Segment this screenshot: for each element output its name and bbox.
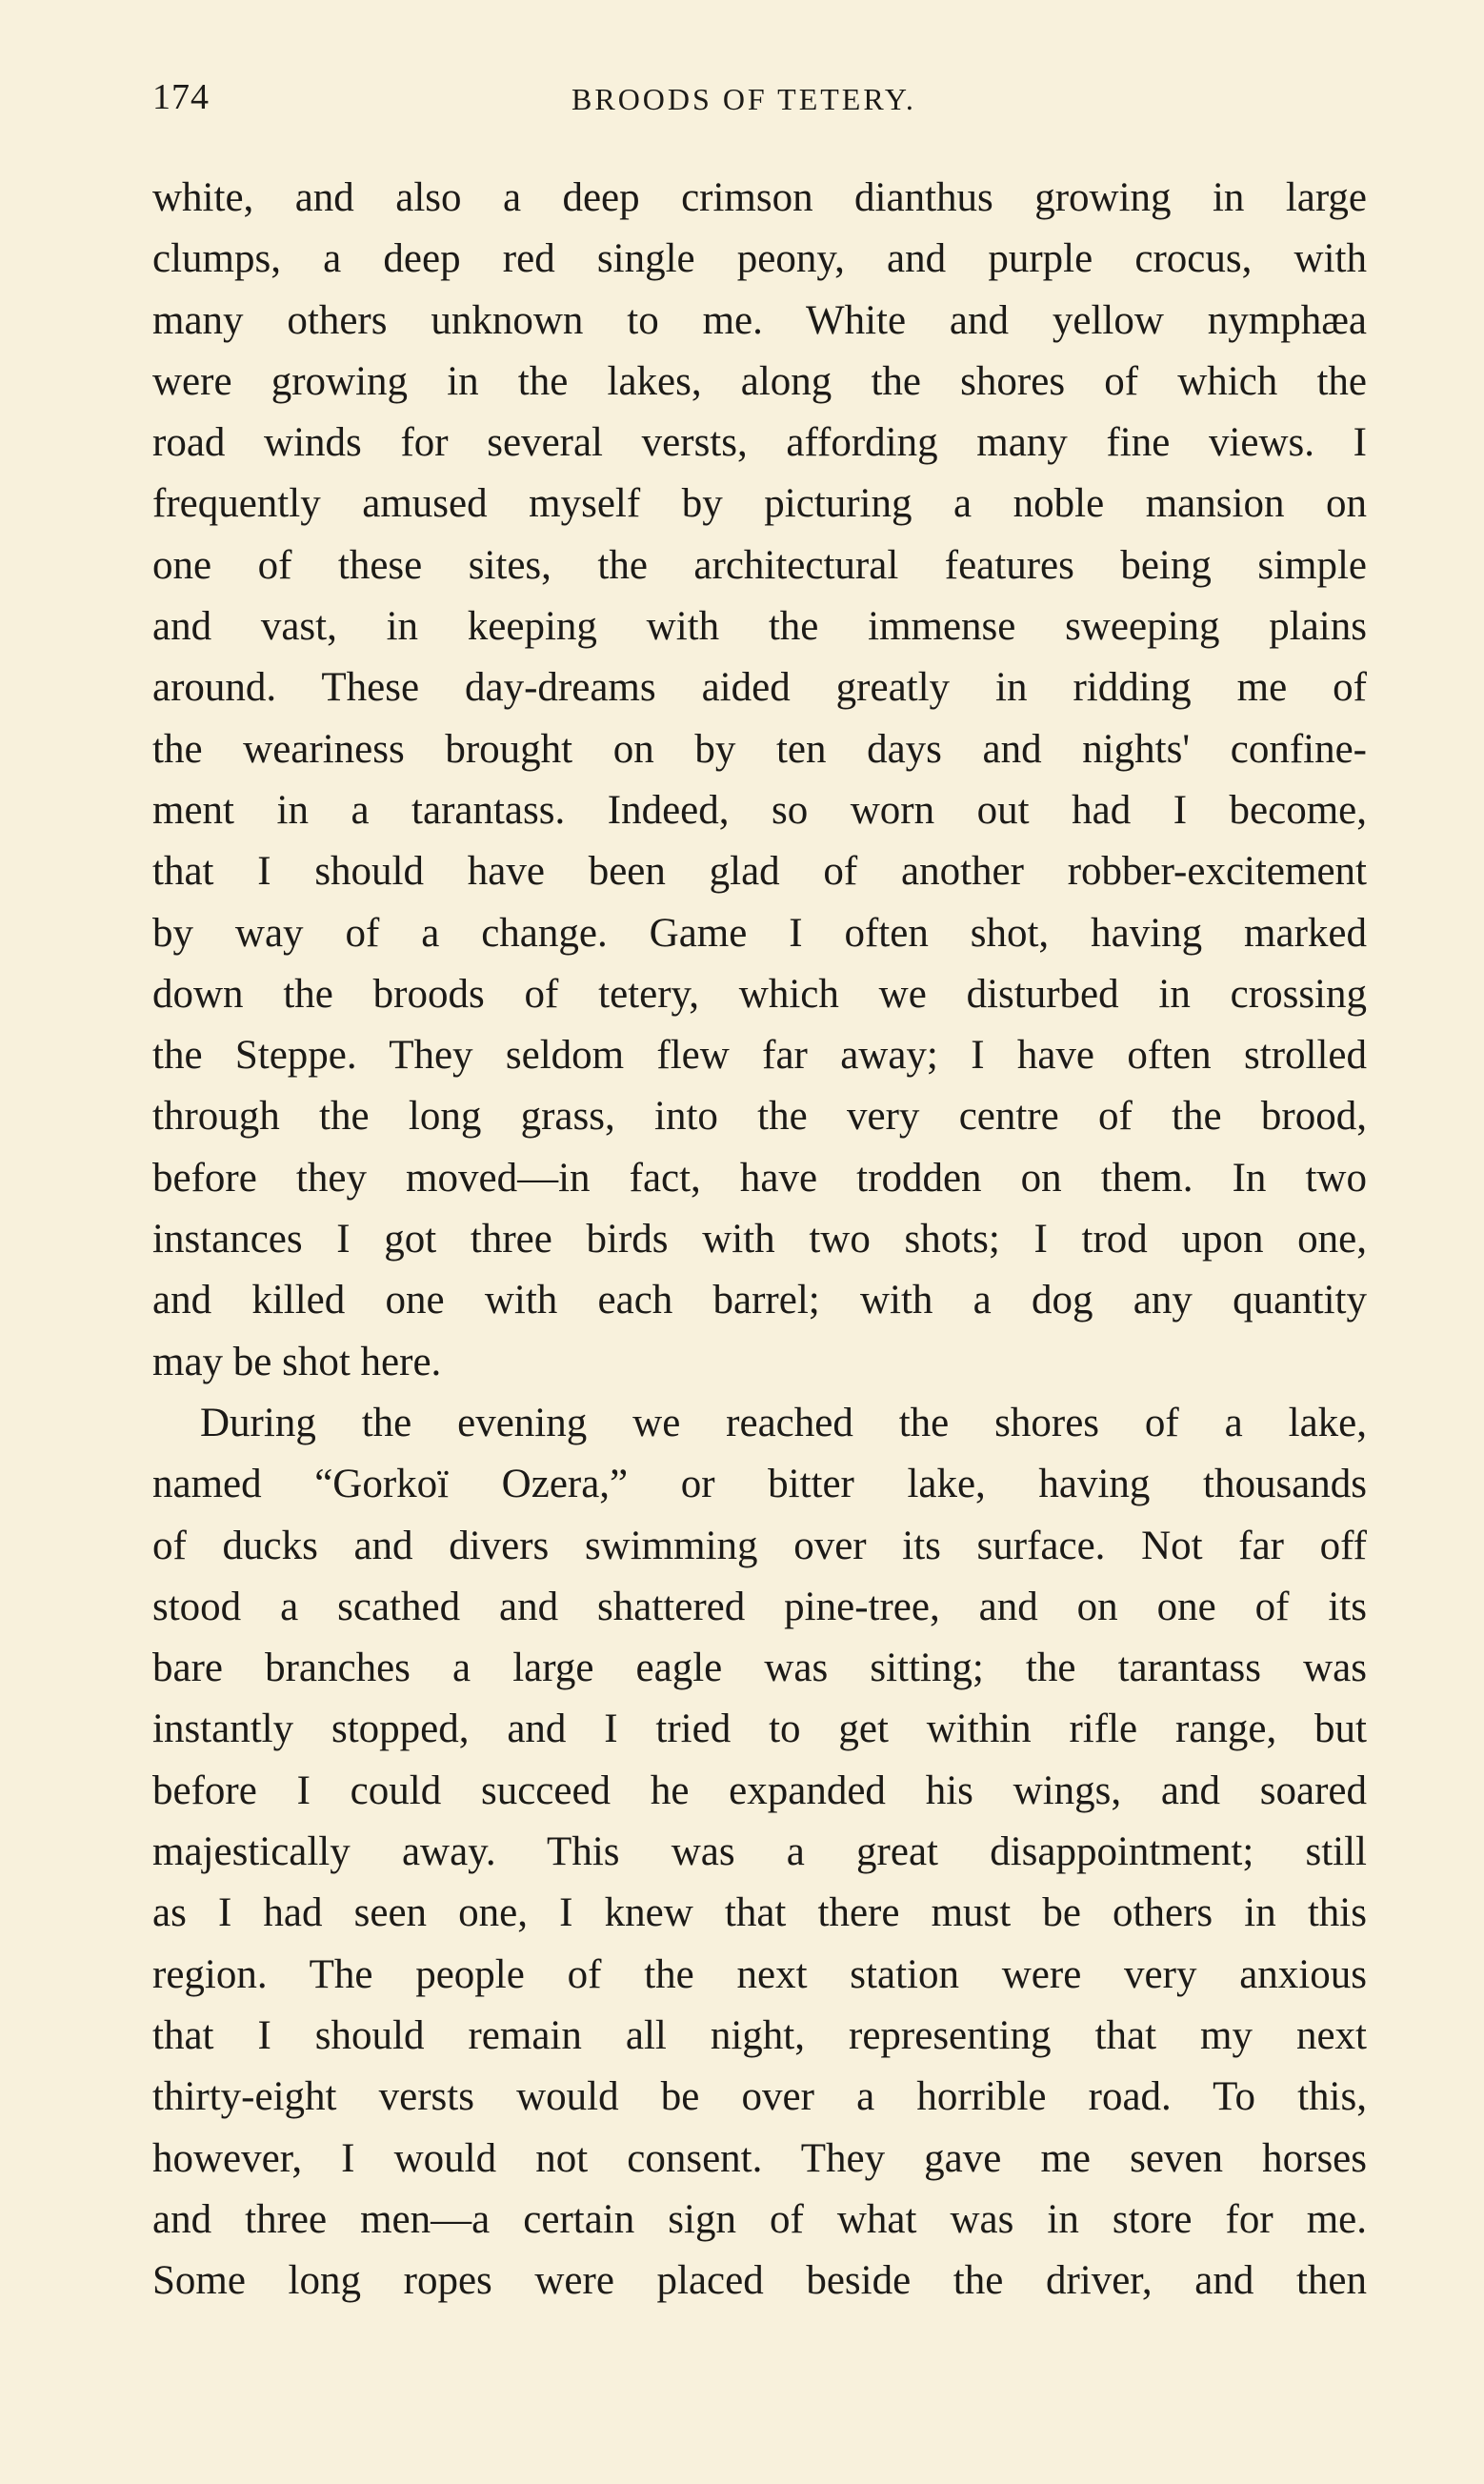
- text-line: white, and also a deep crimson dianthus growing in large: [152, 175, 1367, 220]
- text-line: frequently amused myself by picturing a noble mansion on: [152, 481, 1367, 527]
- text-line: clumps, a deep red single peony, and purple crocus, with: [152, 236, 1367, 282]
- running-title: BROODS OF TETERY.: [572, 82, 916, 116]
- page-number: 174: [152, 77, 210, 117]
- text-line: that I should have been glad of another robber-excitement: [152, 849, 1367, 895]
- text-line: of ducks and divers swimming over its surface. Not far off: [152, 1523, 1367, 1568]
- text-line: many others unknown to me. White and yellow nymphæa: [152, 297, 1367, 343]
- text-line: Some long ropes were placed beside the driver, and then: [152, 2258, 1367, 2304]
- text-line: around. These day-dreams aided greatly in ridding me of: [152, 665, 1367, 711]
- text-line: and vast, in keeping with the immense sweeping plains: [152, 604, 1367, 650]
- text-line: one of these sites, the architectural features being simple: [152, 542, 1367, 588]
- text-line: named “Gorkoï Ozera,” or bitter lake, having thousands: [152, 1462, 1367, 1507]
- text-line: stood a scathed and shattered pine-tree, and on one of its: [152, 1584, 1367, 1629]
- text-line: majestically away. This was a great disappointment; still: [152, 1829, 1367, 1875]
- text-line: down the broods of tetery, which we disturbed in crossing: [152, 971, 1367, 1017]
- text-line: by way of a change. Game I often shot, having marked: [152, 910, 1367, 956]
- text-line: before they moved—in fact, have trodden on them. In two: [152, 1155, 1367, 1201]
- running-head: [152, 76, 1362, 133]
- paragraph-start-line: During the evening we reached the shores of a lake,: [200, 1400, 1367, 1445]
- text-line: that I should remain all night, representing that my next: [152, 2012, 1367, 2058]
- text-line: the Steppe. They seldom flew far away; I have often strolled: [152, 1033, 1367, 1079]
- text-line: instantly stopped, and I tried to get within rifle range, but: [152, 1706, 1367, 1752]
- text-line: through the long grass, into the very centre of the brood,: [152, 1094, 1367, 1140]
- text-line: thirty-eight versts would be over a horrible road. To this,: [152, 2074, 1367, 2120]
- text-line: ment in a tarantass. Indeed, so worn out had I become,: [152, 787, 1367, 833]
- text-line: as I had seen one, I knew that there must be others in this: [152, 1890, 1367, 1936]
- paragraph-end-line: may be shot here.: [152, 1339, 442, 1384]
- text-line: were growing in the lakes, along the shores of which the: [152, 358, 1367, 404]
- text-line: and three men—a certain sign of what was in store for me.: [152, 2196, 1367, 2242]
- text-line: road winds for several versts, affording many fine views. I: [152, 420, 1367, 466]
- text-line: instances I got three birds with two shots; I trod upon one,: [152, 1217, 1367, 1262]
- body-text: [152, 168, 1367, 2312]
- text-line: bare branches a large eagle was sitting; the tarantass was: [152, 1646, 1367, 1691]
- text-line: the weariness brought on by ten days and nights' confine-: [152, 726, 1367, 772]
- text-line: however, I would not consent. They gave me seven horses: [152, 2135, 1367, 2181]
- text-line: and killed one with each barrel; with a dog any quantity: [152, 1278, 1367, 1323]
- text-line: region. The people of the next station were very anxious: [152, 1951, 1367, 1997]
- text-line: before I could succeed he expanded his wings, and soared: [152, 1767, 1367, 1813]
